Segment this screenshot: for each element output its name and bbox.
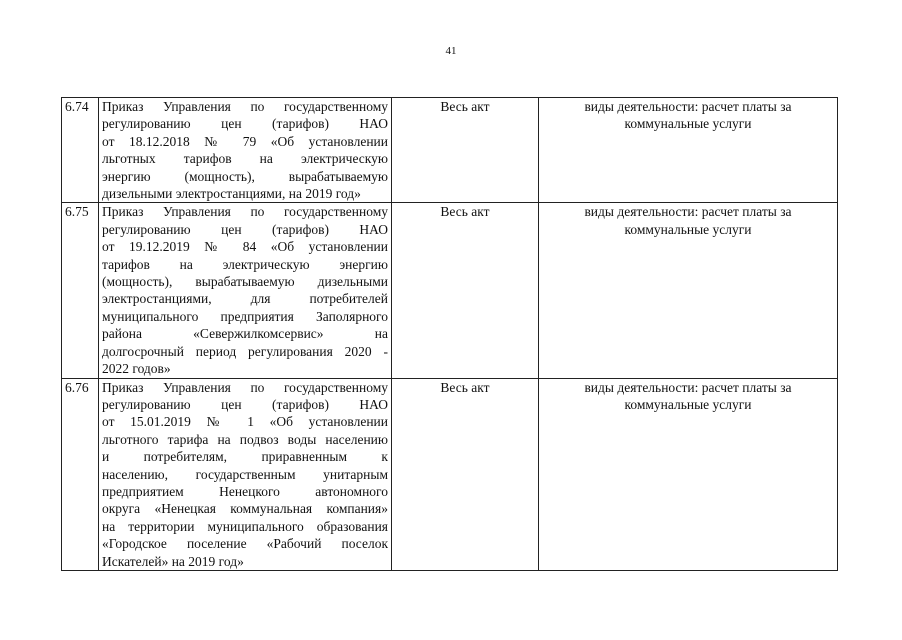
act-title-line: регулированию цен (тарифов) НАО [102,116,388,132]
act-title-line: от 15.01.2019 № 1 «Об установлении [102,414,388,430]
act-title-line: района «Севержилкомсервис» на [102,326,388,342]
act-title-line: тарифов на электрическую энергию [102,256,388,272]
act-title [99,98,392,203]
act-title [99,203,392,378]
act-title-line: на территории муниципального образования [102,518,388,534]
act-title-line: Приказ Управления по государственному [102,99,388,114]
act-title-line: дизельными электростанциями, на 2019 год» [102,186,361,202]
act-title-line: от 19.12.2019 № 84 «Об установлении [102,239,388,255]
table-row [62,203,838,378]
act-title-line: (мощность), вырабатываемую дизельными [102,274,388,290]
table-row [62,378,838,570]
act-scope: Весь акт [392,378,539,570]
act-scope: Весь акт [392,203,539,378]
act-scope: Весь акт [392,98,539,203]
act-title-line: округа «Ненецкая коммунальная компания» [102,501,388,517]
act-title-line: Приказ Управления по государственному [102,379,388,395]
act-title-line: льготных тарифов на электрическую [102,151,388,167]
act-title-line: долгосрочный период регулирования 2020 - [102,343,388,359]
act-note: виды деятельности: расчет платы за коммунальные услуги [539,203,838,378]
act-title-line: энергию (мощность), вырабатываемую [102,168,388,184]
act-title [99,378,392,570]
act-title-line: 2022 годов» [102,361,171,377]
act-title-line: предприятием Ненецкого автономного [102,483,388,499]
act-title-line: от 18.12.2018 № 79 «Об установлении [102,133,388,149]
acts-table [61,97,838,571]
act-title-line: регулированию цен (тарифов) НАО [102,396,388,412]
row-number: 6.74 [62,98,99,203]
row-number: 6.75 [62,203,99,378]
act-note: виды деятельности: расчет платы за коммунальные услуги [539,98,838,203]
act-title-line: «Городское поселение «Рабочий поселок [102,536,388,552]
act-title-line: регулированию цен (тарифов) НАО [102,221,388,237]
table-row [62,98,838,203]
act-title-line: Приказ Управления по государственному [102,204,388,220]
act-note: виды деятельности: расчет платы за коммунальные услуги [539,378,838,570]
act-title-line: муниципального предприятия Заполярного [102,308,388,324]
act-title-line: Искателей» на 2019 год» [102,553,244,569]
act-title-line: и потребителям, приравненным к [102,449,388,465]
act-title-line: льготного тарифа на подвоз воды населению [102,431,388,447]
row-number: 6.76 [62,378,99,570]
act-title-line: электростанциями, для потребителей [102,291,388,307]
act-title-line: населению, государственным унитарным [102,466,388,482]
page-number: 41 [445,45,457,57]
